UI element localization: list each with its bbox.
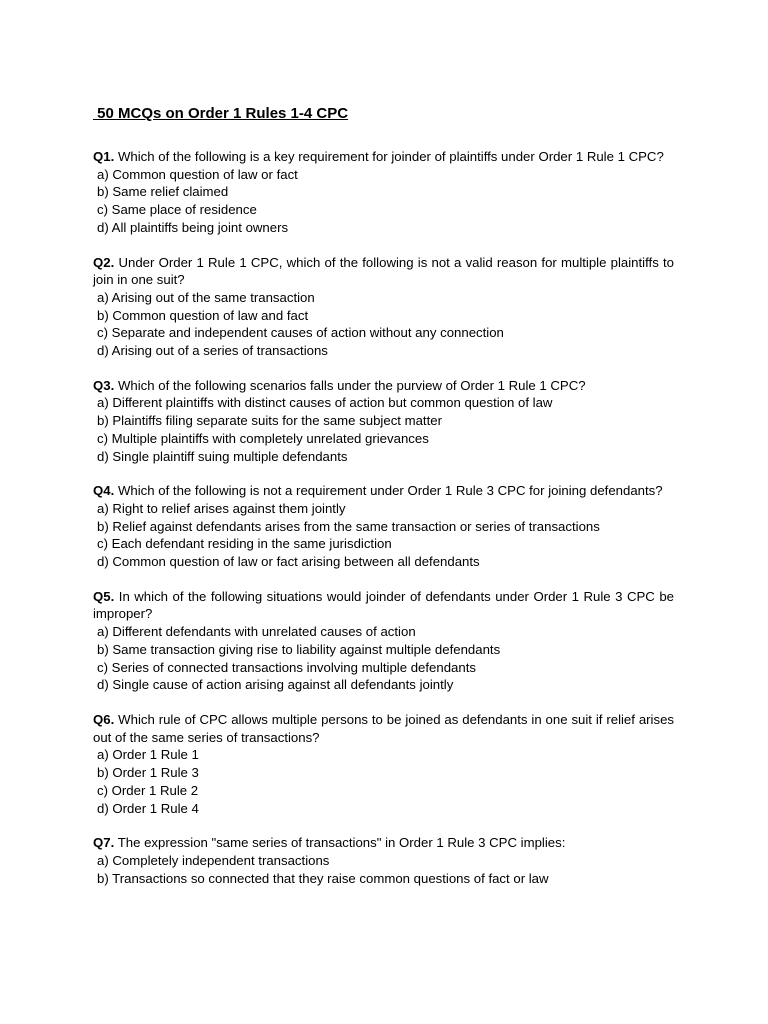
- answer-option: a) Order 1 Rule 1: [97, 747, 199, 763]
- answer-option: c) Order 1 Rule 2: [97, 782, 199, 798]
- question-text: Which of the following is a key requirement for joinder of plaintiffs under Order 1 Rule 1 CPC?: [117, 149, 664, 164]
- question-number: Q4.: [93, 483, 115, 499]
- answer-option: a) Common question of law or fact: [97, 166, 298, 182]
- question-block: [93, 148, 674, 237]
- question-text-line: [93, 482, 674, 500]
- answer-option: d) Single plaintiff suing multiple defendants: [97, 448, 348, 464]
- answer-option: b) Plaintiffs filing separate suits for the same subject matter: [97, 413, 442, 429]
- question-block: [93, 254, 674, 360]
- question-block: [93, 834, 674, 887]
- question-number: Q1.: [93, 149, 115, 164]
- question-block: [93, 711, 674, 817]
- answer-option: b) Relief against defendants arises from the same transaction or series of transactions: [97, 518, 600, 534]
- answer-option: c) Series of connected transactions involving multiple defendants: [97, 659, 476, 675]
- answer-option: c) Multiple plaintiffs with completely unrelated grievances: [97, 430, 429, 446]
- question-number: Q3.: [93, 377, 115, 393]
- answer-option: c) Each defendant residing in the same jurisdiction: [97, 536, 392, 552]
- question-block: [93, 377, 674, 466]
- document-title: 50 MCQs on Order 1 Rules 1-4 CPC: [93, 105, 349, 122]
- document-page: [93, 104, 674, 904]
- question-text: In which of the following situations would joinder of defendants under Order 1 Rule 3 CPC be improper?: [93, 588, 674, 622]
- answer-option: b) Transactions so connected that they raise common questions of fact or law: [97, 870, 549, 886]
- question-number: Q7.: [93, 835, 115, 851]
- question-text: Which of the following scenarios falls under the purview of Order 1 Rule 1 CPC?: [117, 377, 586, 393]
- question-number: Q6.: [93, 711, 115, 727]
- question-text: The expression "same series of transactions" in Order 1 Rule 3 CPC implies:: [117, 835, 566, 851]
- question-text: Which of the following is not a requirement under Order 1 Rule 3 CPC for joining defendants?: [117, 483, 663, 499]
- answer-option: b) Order 1 Rule 3: [97, 765, 199, 781]
- question-text-line: [93, 377, 674, 395]
- answer-option: a) Arising out of the same transaction: [97, 289, 315, 305]
- answer-option: b) Same relief claimed: [97, 184, 229, 200]
- question-block: [93, 482, 674, 571]
- answer-option: c) Same place of residence: [97, 202, 257, 218]
- answer-option: d) Arising out of a series of transactions: [97, 343, 328, 359]
- question-text: Under Order 1 Rule 1 CPC, which of the following is not a valid reason for multiple plaintiffs to join in one suit?: [93, 254, 674, 288]
- answer-option: b) Common question of law and fact: [97, 307, 309, 323]
- question-text-line: [93, 834, 674, 852]
- answer-option: d) Single cause of action arising against all defendants jointly: [97, 677, 454, 693]
- answer-option: c) Separate and independent causes of action without any connection: [97, 325, 504, 341]
- question-block: [93, 588, 674, 694]
- question-list: [93, 148, 674, 887]
- answer-option: a) Different plaintiffs with distinct causes of action but common question of law: [97, 395, 553, 411]
- answer-option: b) Same transaction giving rise to liability against multiple defendants: [97, 641, 501, 657]
- answer-option: a) Completely independent transactions: [97, 852, 330, 868]
- answer-option: d) All plaintiffs being joint owners: [97, 219, 289, 235]
- question-text: Which rule of CPC allows multiple persons to be joined as defendants in one suit if relief arises out of the same series of transactions?: [93, 711, 674, 745]
- answer-option: a) Right to relief arises against them jointly: [97, 500, 346, 516]
- question-number: Q2.: [93, 254, 115, 270]
- answer-option: d) Order 1 Rule 4: [97, 800, 199, 816]
- question-text-line: [93, 148, 674, 166]
- question-number: Q5.: [93, 588, 115, 604]
- question-text-line: [93, 588, 674, 623]
- question-text-line: [93, 254, 674, 289]
- answer-option: d) Common question of law or fact arising between all defendants: [97, 554, 480, 570]
- question-text-line: [93, 711, 674, 746]
- answer-option: a) Different defendants with unrelated causes of action: [97, 624, 416, 640]
